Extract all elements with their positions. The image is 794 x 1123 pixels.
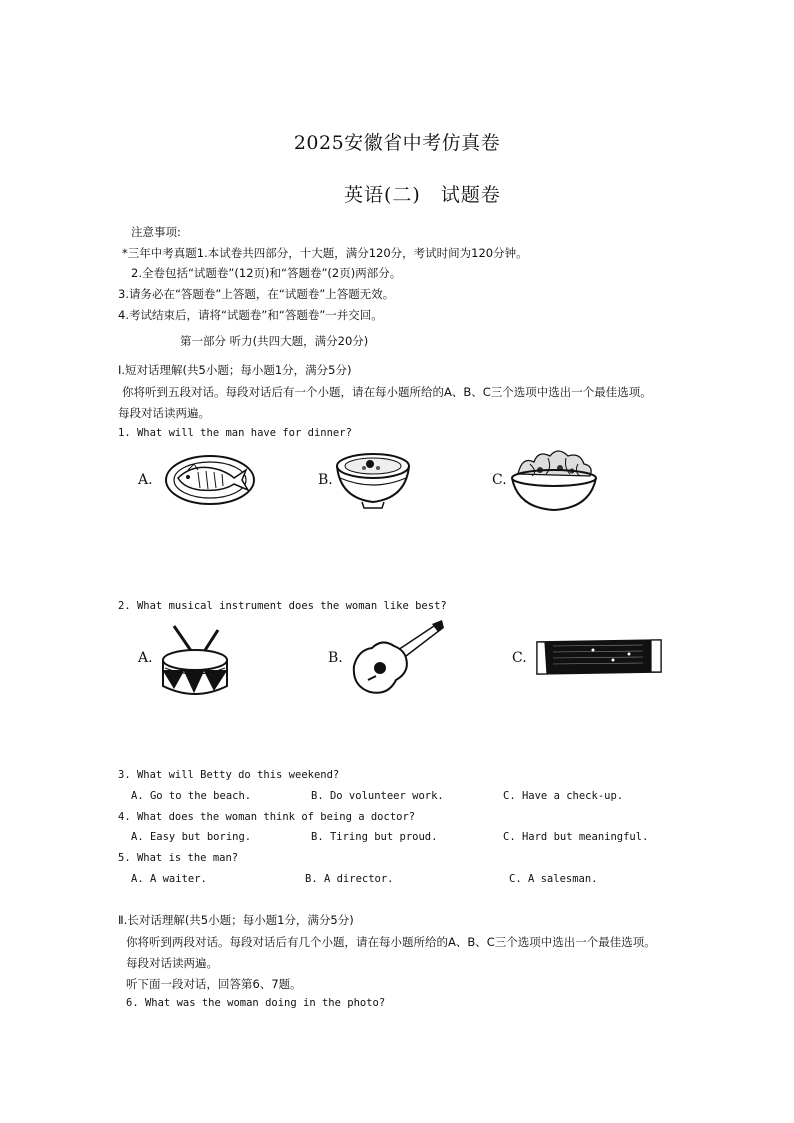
- section2-instruction-3: 听下面一段对话，回答第6、7题。: [126, 977, 302, 991]
- note-item-2: 2.全卷包括“试题卷”(12页)和“答题卷”(2页)两部分。: [131, 266, 402, 280]
- guzheng-icon: [533, 636, 665, 682]
- salad-bowl-icon: [508, 444, 598, 518]
- q3-option-c: C. Have a check-up.: [503, 790, 624, 802]
- q1-option-a-label: A.: [138, 472, 153, 488]
- note-item-1: *三年中考真题1.本试卷共四部分，十大题，满分120分，考试时间为120分钟。: [122, 246, 528, 260]
- question-1: 1. What will the man have for dinner?: [118, 427, 352, 439]
- fish-plate-icon: [164, 448, 256, 510]
- q3-option-a: A. Go to the beach.: [131, 790, 252, 802]
- q2-option-c-label: C.: [512, 650, 527, 666]
- question-3: 3. What will Betty do this weekend?: [118, 769, 340, 781]
- q4-option-a: A. Easy but boring.: [131, 831, 252, 843]
- question-6: 6. What was the woman doing in the photo?: [126, 997, 386, 1009]
- question-2: 2. What musical instrument does the woman like best?: [118, 600, 447, 612]
- section1-instruction-1: 你将听到五段对话。每段对话后有一个小题，请在每小题所给的A、B、C三个选项中选出一个最佳选项。: [122, 385, 652, 399]
- exam-title: 2025安徽省中考仿真卷: [293, 132, 501, 154]
- q4-option-b: B. Tiring but proud.: [311, 831, 438, 843]
- guitar-icon: [348, 620, 444, 700]
- q3-option-b: B. Do volunteer work.: [311, 790, 444, 802]
- note-item-4: 4.考试结束后，请将“试题卷”和“答题卷”一并交回。: [118, 308, 383, 322]
- question-5: 5. What is the man?: [118, 852, 239, 864]
- drum-icon: [160, 622, 230, 702]
- q5-option-c: C. A salesman.: [509, 873, 598, 885]
- exam-subtitle: 英语(二) 试题卷: [344, 184, 501, 206]
- section2-instruction-2: 每段对话读两遍。: [126, 956, 218, 970]
- question-4: 4. What does the woman think of being a doctor?: [118, 811, 416, 823]
- q1-option-c-label: C.: [492, 472, 507, 488]
- notes-heading: 注意事项:: [131, 225, 181, 239]
- section1-instruction-2: 每段对话读两遍。: [118, 406, 210, 420]
- q1-option-b-label: B.: [318, 472, 333, 488]
- q5-option-a: A. A waiter.: [131, 873, 207, 885]
- q2-option-b-label: B.: [328, 650, 343, 666]
- soup-bowl-icon: [334, 448, 412, 514]
- section2-instruction-1: 你将听到两段对话。每段对话后有几个小题，请在每小题所给的A、B、C三个选项中选出一个最佳选项。: [126, 935, 656, 949]
- q5-option-b: B. A director.: [305, 873, 394, 885]
- section2-title: Ⅱ.长对话理解(共5小题；每小题1分，满分5分): [118, 913, 354, 927]
- q2-option-a-label: A.: [138, 650, 153, 666]
- part1-heading: 第一部分 听力(共四大题，满分20分): [180, 334, 369, 348]
- section1-title: Ⅰ.短对话理解(共5小题；每小题1分，满分5分): [118, 363, 352, 377]
- q4-option-c: C. Hard but meaningful.: [503, 831, 649, 843]
- note-item-3: 3.请务必在“答题卷”上答题，在“试题卷”上答题无效。: [118, 287, 395, 301]
